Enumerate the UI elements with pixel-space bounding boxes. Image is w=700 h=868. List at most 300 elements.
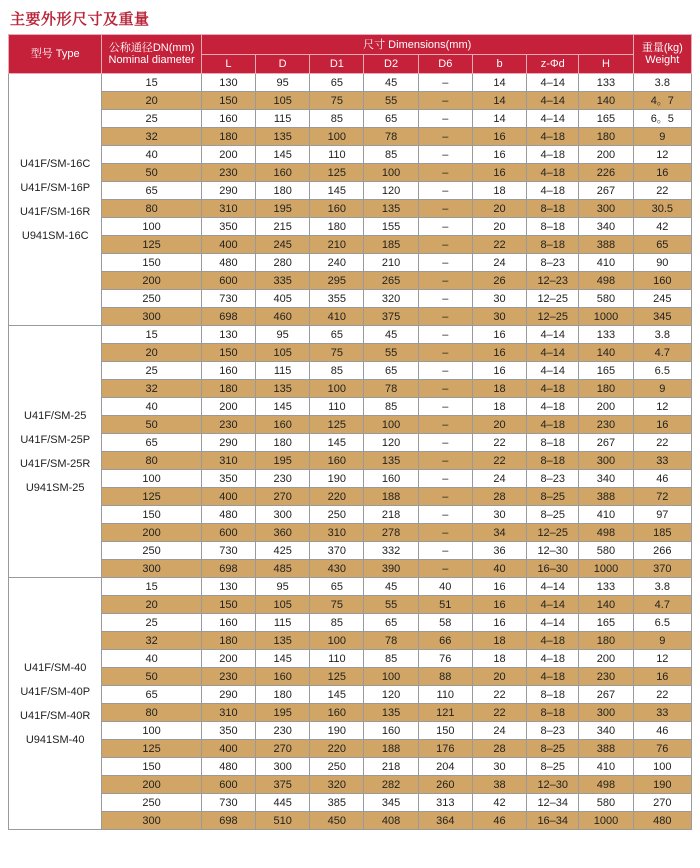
- table-cell: 20: [472, 668, 526, 686]
- table-cell: 76: [633, 740, 691, 758]
- table-cell: 65: [364, 614, 418, 632]
- table-row: [9, 596, 692, 614]
- table-cell: 135: [256, 128, 310, 146]
- dn-label-cn: 公称通径DN(mm): [108, 42, 195, 54]
- table-cell: 345: [633, 308, 691, 326]
- table-cell: 4–18: [527, 128, 579, 146]
- table-cell: 190: [633, 776, 691, 794]
- table-cell: 16: [472, 614, 526, 632]
- table-cell: 36: [472, 542, 526, 560]
- table-cell: 115: [256, 614, 310, 632]
- table-cell: –: [418, 164, 472, 182]
- table-cell: 267: [579, 182, 633, 200]
- table-cell: 14: [472, 110, 526, 128]
- table-row: [9, 290, 692, 308]
- table-cell: 580: [579, 290, 633, 308]
- table-cell: 4–18: [527, 668, 579, 686]
- table-cell: 20: [472, 200, 526, 218]
- table-cell: 160: [256, 668, 310, 686]
- table-cell: 510: [256, 812, 310, 830]
- table-cell: 180: [256, 182, 310, 200]
- table-cell: 18: [472, 398, 526, 416]
- table-cell: 388: [579, 740, 633, 758]
- type-label: U41F/SM-25: [24, 409, 87, 422]
- table-cell: 160: [201, 614, 255, 632]
- table-cell: 16: [633, 668, 691, 686]
- table-cell: 364: [418, 812, 472, 830]
- type-cell: [9, 74, 102, 326]
- table-cell: –: [418, 362, 472, 380]
- table-cell: 300: [579, 200, 633, 218]
- table-cell: 8–23: [527, 254, 579, 272]
- table-cell: 115: [256, 362, 310, 380]
- table-cell: 120: [364, 182, 418, 200]
- table-cell: 32: [102, 128, 201, 146]
- table-cell: 22: [472, 686, 526, 704]
- table-cell: 12–30: [527, 542, 579, 560]
- type-label: U41F/SM-40R: [20, 709, 91, 722]
- table-cell: 30: [472, 758, 526, 776]
- table-cell: 200: [102, 776, 201, 794]
- table-cell: 85: [364, 146, 418, 164]
- table-cell: 204: [418, 758, 472, 776]
- table-cell: 66: [418, 632, 472, 650]
- table-cell: 180: [201, 380, 255, 398]
- table-cell: 600: [201, 776, 255, 794]
- table-cell: 50: [102, 164, 201, 182]
- table-cell: 340: [579, 470, 633, 488]
- table-cell: 195: [256, 704, 310, 722]
- table-cell: 250: [102, 542, 201, 560]
- table-cell: 160: [256, 164, 310, 182]
- table-cell: 370: [633, 560, 691, 578]
- table-cell: 445: [256, 794, 310, 812]
- table-cell: 150: [102, 254, 201, 272]
- table-cell: 480: [201, 254, 255, 272]
- table-cell: 220: [310, 488, 364, 506]
- table-body: [9, 74, 692, 830]
- table-cell: 32: [102, 632, 201, 650]
- table-cell: 245: [633, 290, 691, 308]
- table-cell: 95: [256, 578, 310, 596]
- table-cell: 408: [364, 812, 418, 830]
- table-cell: 42: [472, 794, 526, 812]
- table-cell: 4–14: [527, 614, 579, 632]
- table-cell: 45: [364, 326, 418, 344]
- table-row: [9, 506, 692, 524]
- table-cell: 50: [102, 668, 201, 686]
- table-cell: 12–34: [527, 794, 579, 812]
- table-cell: 55: [364, 344, 418, 362]
- table-cell: 100: [364, 668, 418, 686]
- table-cell: 140: [579, 92, 633, 110]
- table-cell: 125: [102, 236, 201, 254]
- table-cell: 313: [418, 794, 472, 812]
- table-cell: 12–25: [527, 290, 579, 308]
- table-cell: 200: [579, 650, 633, 668]
- col-d: D: [256, 55, 310, 74]
- table-cell: –: [418, 326, 472, 344]
- table-cell: 410: [579, 758, 633, 776]
- type-cell: [9, 578, 102, 830]
- table-cell: 1000: [579, 812, 633, 830]
- table-cell: 45: [364, 74, 418, 92]
- table-cell: 16–34: [527, 812, 579, 830]
- table-cell: 425: [256, 542, 310, 560]
- table-cell: 165: [579, 614, 633, 632]
- table-cell: 145: [310, 434, 364, 452]
- table-cell: 16: [472, 326, 526, 344]
- table-cell: 278: [364, 524, 418, 542]
- weight-label-cn: 重量(kg): [641, 42, 683, 54]
- table-cell: 16: [472, 128, 526, 146]
- table-cell: 400: [201, 740, 255, 758]
- table-cell: 30: [472, 308, 526, 326]
- table-cell: 40: [102, 650, 201, 668]
- table-cell: –: [418, 506, 472, 524]
- table-cell: 110: [310, 650, 364, 668]
- table-cell: 80: [102, 704, 201, 722]
- table-cell: 12–25: [527, 308, 579, 326]
- table-cell: 200: [102, 524, 201, 542]
- table-cell: 150: [102, 506, 201, 524]
- table-cell: 133: [579, 326, 633, 344]
- table-cell: 12: [633, 146, 691, 164]
- table-cell: 22: [633, 182, 691, 200]
- table-cell: 290: [201, 686, 255, 704]
- table-row: [9, 740, 692, 758]
- table-cell: 16: [472, 596, 526, 614]
- table-cell: 300: [102, 308, 201, 326]
- table-cell: 310: [201, 452, 255, 470]
- table-cell: 40: [418, 578, 472, 596]
- table-cell: 160: [364, 470, 418, 488]
- table-cell: 135: [364, 452, 418, 470]
- table-cell: 180: [256, 686, 310, 704]
- nominal-diameter-header: [102, 35, 201, 74]
- table-cell: 385: [310, 794, 364, 812]
- table-cell: 4–18: [527, 380, 579, 398]
- table-cell: 4–14: [527, 596, 579, 614]
- table-cell: 332: [364, 542, 418, 560]
- table-cell: –: [418, 452, 472, 470]
- table-cell: 230: [256, 470, 310, 488]
- table-cell: 160: [364, 722, 418, 740]
- table-cell: 65: [310, 74, 364, 92]
- table-cell: 8–25: [527, 740, 579, 758]
- table-cell: 8–18: [527, 236, 579, 254]
- table-cell: 6。5: [633, 110, 691, 128]
- table-cell: 580: [579, 542, 633, 560]
- table-cell: 498: [579, 524, 633, 542]
- table-row: [9, 236, 692, 254]
- table-cell: 100: [364, 416, 418, 434]
- table-cell: 46: [633, 722, 691, 740]
- table-cell: –: [418, 344, 472, 362]
- table-cell: 4–18: [527, 632, 579, 650]
- dimensions-header: 尺寸 Dimensions(mm): [201, 35, 633, 55]
- table-cell: 1000: [579, 308, 633, 326]
- table-cell: 18: [472, 380, 526, 398]
- table-cell: 32: [102, 380, 201, 398]
- table-cell: 22: [472, 452, 526, 470]
- table-cell: 65: [102, 686, 201, 704]
- table-row: [9, 452, 692, 470]
- type-header: 型号 Type: [9, 35, 102, 74]
- table-cell: 320: [310, 776, 364, 794]
- type-label: U41F/SM-40: [24, 661, 87, 674]
- table-cell: –: [418, 146, 472, 164]
- table-cell: 8–18: [527, 686, 579, 704]
- col-b: b: [472, 55, 526, 74]
- table-cell: 160: [633, 272, 691, 290]
- table-cell: 46: [633, 470, 691, 488]
- table-cell: 20: [102, 596, 201, 614]
- table-cell: 85: [310, 110, 364, 128]
- table-cell: 150: [418, 722, 472, 740]
- table-cell: –: [418, 272, 472, 290]
- table-cell: 8–25: [527, 488, 579, 506]
- table-cell: 8–23: [527, 722, 579, 740]
- table-cell: –: [418, 560, 472, 578]
- table-cell: 16: [472, 578, 526, 596]
- table-cell: 16: [633, 416, 691, 434]
- table-cell: 100: [102, 470, 201, 488]
- table-cell: 18: [472, 632, 526, 650]
- table-cell: 15: [102, 578, 201, 596]
- table-cell: 85: [364, 398, 418, 416]
- table-cell: 4.7: [633, 344, 691, 362]
- table-cell: 155: [364, 218, 418, 236]
- table-cell: 40: [472, 560, 526, 578]
- table-cell: 200: [579, 146, 633, 164]
- table-cell: 46: [472, 812, 526, 830]
- table-cell: 76: [418, 650, 472, 668]
- table-row: [9, 470, 692, 488]
- type-label: U41F/SM-16C: [20, 157, 91, 170]
- table-cell: 200: [201, 650, 255, 668]
- table-cell: 133: [579, 578, 633, 596]
- table-cell: 295: [310, 272, 364, 290]
- table-cell: –: [418, 110, 472, 128]
- table-cell: 698: [201, 812, 255, 830]
- table-cell: 226: [579, 164, 633, 182]
- table-cell: 8–25: [527, 758, 579, 776]
- table-cell: 80: [102, 452, 201, 470]
- table-cell: 270: [256, 740, 310, 758]
- table-cell: 22: [633, 434, 691, 452]
- table-row: [9, 614, 692, 632]
- table-cell: 6.5: [633, 614, 691, 632]
- table-cell: 100: [633, 758, 691, 776]
- table-cell: 135: [364, 200, 418, 218]
- table-cell: 4–14: [527, 326, 579, 344]
- table-cell: –: [418, 470, 472, 488]
- table-cell: 165: [579, 362, 633, 380]
- table-row: [9, 632, 692, 650]
- table-cell: 267: [579, 434, 633, 452]
- table-cell: 150: [102, 758, 201, 776]
- table-cell: 185: [364, 236, 418, 254]
- table-cell: 9: [633, 128, 691, 146]
- table-cell: –: [418, 290, 472, 308]
- table-cell: 65: [364, 362, 418, 380]
- table-row: [9, 92, 692, 110]
- table-cell: –: [418, 128, 472, 146]
- table-cell: 145: [256, 398, 310, 416]
- table-cell: 180: [579, 128, 633, 146]
- table-cell: 24: [472, 722, 526, 740]
- table-cell: 65: [364, 110, 418, 128]
- table-cell: 698: [201, 308, 255, 326]
- table-cell: 14: [472, 74, 526, 92]
- table-cell: 280: [256, 254, 310, 272]
- table-row: [9, 380, 692, 398]
- table-row: [9, 794, 692, 812]
- table-cell: 160: [201, 110, 255, 128]
- table-cell: 16: [472, 164, 526, 182]
- table-cell: –: [418, 92, 472, 110]
- table-cell: 125: [310, 416, 364, 434]
- table-cell: 180: [579, 632, 633, 650]
- table-cell: 22: [472, 704, 526, 722]
- table-cell: 388: [579, 488, 633, 506]
- table-cell: 16: [633, 164, 691, 182]
- table-cell: 97: [633, 506, 691, 524]
- table-cell: 188: [364, 488, 418, 506]
- table-cell: 160: [201, 362, 255, 380]
- table-cell: –: [418, 416, 472, 434]
- table-cell: 16–30: [527, 560, 579, 578]
- table-cell: 130: [201, 578, 255, 596]
- table-cell: 410: [579, 254, 633, 272]
- table-cell: 300: [102, 560, 201, 578]
- table-cell: 28: [472, 740, 526, 758]
- table-cell: 195: [256, 452, 310, 470]
- table-cell: 30: [472, 506, 526, 524]
- dn-label-en: Nominal diameter: [108, 54, 195, 66]
- table-cell: 405: [256, 290, 310, 308]
- table-row: [9, 722, 692, 740]
- table-cell: 8–18: [527, 200, 579, 218]
- table-cell: 267: [579, 686, 633, 704]
- table-cell: 310: [201, 200, 255, 218]
- table-cell: 25: [102, 614, 201, 632]
- table-cell: 188: [364, 740, 418, 758]
- table-cell: 430: [310, 560, 364, 578]
- table-row: [9, 434, 692, 452]
- table-cell: 340: [579, 722, 633, 740]
- table-cell: 8–18: [527, 218, 579, 236]
- table-row: [9, 650, 692, 668]
- table-cell: 730: [201, 542, 255, 560]
- table-cell: 230: [201, 668, 255, 686]
- table-cell: 335: [256, 272, 310, 290]
- table-cell: –: [418, 542, 472, 560]
- table-cell: 30.5: [633, 200, 691, 218]
- table-cell: 230: [579, 668, 633, 686]
- table-row: [9, 398, 692, 416]
- table-row: [9, 110, 692, 128]
- table-row: [9, 776, 692, 794]
- table-cell: –: [418, 488, 472, 506]
- table-cell: 480: [633, 812, 691, 830]
- table-cell: 480: [201, 506, 255, 524]
- table-cell: 480: [201, 758, 255, 776]
- table-cell: 50: [102, 416, 201, 434]
- table-cell: 110: [418, 686, 472, 704]
- table-cell: 3.8: [633, 578, 691, 596]
- table-cell: 160: [310, 200, 364, 218]
- table-cell: 150: [201, 596, 255, 614]
- table-cell: 40: [102, 398, 201, 416]
- table-cell: 100: [310, 380, 364, 398]
- table-cell: 180: [256, 434, 310, 452]
- table-cell: 12–30: [527, 776, 579, 794]
- table-cell: 110: [310, 146, 364, 164]
- table-cell: –: [418, 398, 472, 416]
- table-cell: 12–25: [527, 524, 579, 542]
- table-row: [9, 542, 692, 560]
- table-cell: 18: [472, 182, 526, 200]
- table-cell: 250: [102, 794, 201, 812]
- type-label: U41F/SM-16R: [20, 205, 91, 218]
- col-d6: D6: [418, 55, 472, 74]
- table-cell: 34: [472, 524, 526, 542]
- table-cell: 8–18: [527, 452, 579, 470]
- table-cell: 190: [310, 722, 364, 740]
- table-cell: 230: [256, 722, 310, 740]
- table-row: [9, 308, 692, 326]
- table-row: [9, 128, 692, 146]
- table-cell: 375: [256, 776, 310, 794]
- table-cell: 125: [102, 488, 201, 506]
- table-cell: 8–18: [527, 434, 579, 452]
- table-cell: 200: [201, 146, 255, 164]
- table-cell: 145: [256, 650, 310, 668]
- page-title: 主要外形尺寸及重量: [10, 10, 150, 28]
- table-cell: 4–18: [527, 416, 579, 434]
- table-cell: 388: [579, 236, 633, 254]
- table-cell: 55: [364, 92, 418, 110]
- weight-header: [633, 35, 691, 74]
- table-cell: 160: [256, 416, 310, 434]
- table-cell: 3.8: [633, 326, 691, 344]
- table-row: [9, 416, 692, 434]
- table-cell: 300: [102, 812, 201, 830]
- table-cell: 300: [256, 506, 310, 524]
- table-row: [9, 146, 692, 164]
- table-cell: 38: [472, 776, 526, 794]
- table-cell: 9: [633, 632, 691, 650]
- table-cell: 200: [102, 272, 201, 290]
- type-label: U41F/SM-25P: [20, 433, 91, 446]
- table-cell: 20: [472, 218, 526, 236]
- table-cell: 18: [472, 650, 526, 668]
- table-cell: 33: [633, 452, 691, 470]
- table-cell: 250: [310, 758, 364, 776]
- table-cell: 45: [364, 578, 418, 596]
- table-cell: 51: [418, 596, 472, 614]
- table-cell: 282: [364, 776, 418, 794]
- table-cell: 135: [256, 380, 310, 398]
- table-cell: 180: [310, 218, 364, 236]
- type-label: U41F/SM-40P: [20, 685, 91, 698]
- table-cell: 698: [201, 560, 255, 578]
- col-z-phid: z-Φd: [527, 55, 579, 74]
- table-cell: 580: [579, 794, 633, 812]
- table-cell: 33: [633, 704, 691, 722]
